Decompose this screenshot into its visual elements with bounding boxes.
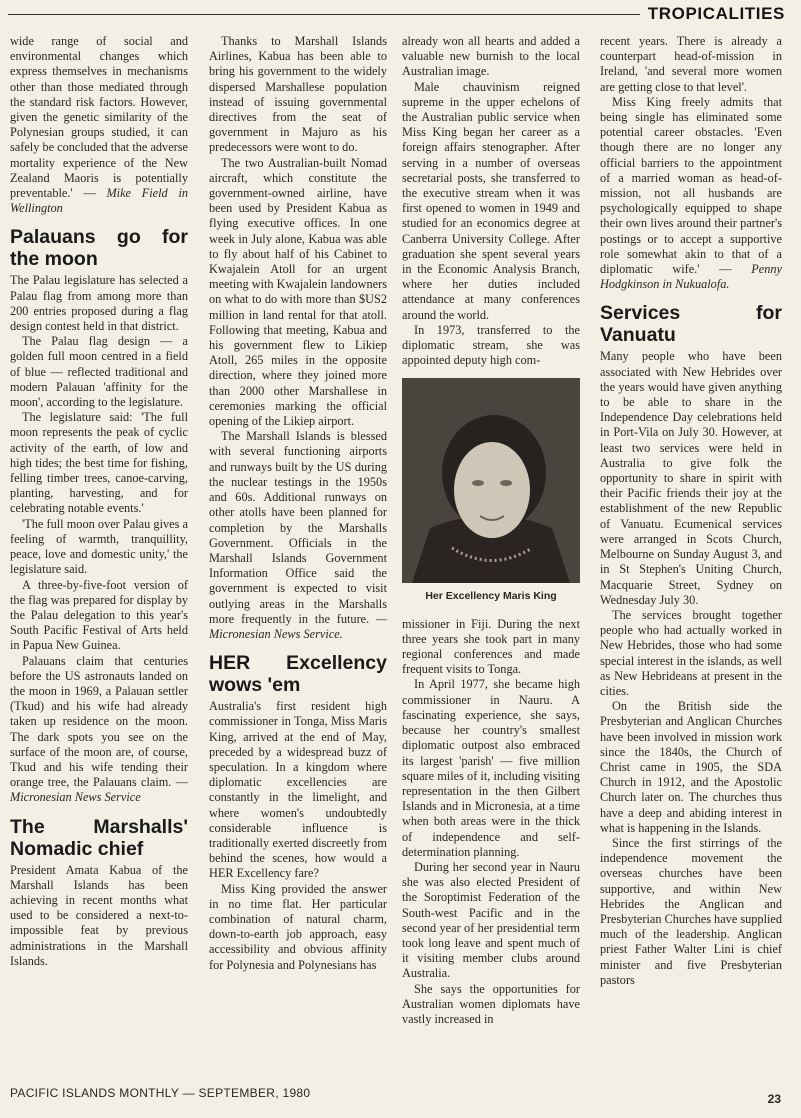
column-4 xyxy=(600,34,782,988)
paragraph: The Palau flag design — a golden full moon centred in a field of blue — reflected traditional and modern Palauan 'affinity for the moon', according to the legislature. xyxy=(10,334,188,410)
paragraph: In 1973, transferred to the diplomatic stream, she was appointed deputy high com- xyxy=(402,322,580,368)
paragraph: missioner in Fiji. During the next three years she took part in many regional conferences and made frequent visits to Tonga. xyxy=(402,616,580,677)
page-number: 23 xyxy=(767,1092,781,1106)
paragraph: During her second year in Nauru she was also elected President of the Soroptimist Federation of the South-west Pacific and in the second year of her presidential term took long leave and spent much of it visiting member clubs around Australia. xyxy=(402,859,580,981)
column-2 xyxy=(209,34,387,973)
paragraph: Palauans claim that centuries before the US astronauts landed on the moon in 1969, a Palauan settler (Tkud) and his wife had already taken up residence on the moon. The dark spots you see on the surface of the moon are, of course, Tkud and his wife tending their orange tree, the Palauans claim. — Micronesian News Service xyxy=(10,653,188,805)
paragraph: recent years. There is already a counterpart head-of-mission in Ireland, 'and several more women are getting close to that level'. xyxy=(600,34,782,94)
paragraph: Many people who have been associated with New Hebrides over the years would have given anything to be able to share in the Independence Day celebrations held in Port-Vila on July 30. However, at least two services were held in Australia to give folk the opportunity to share in spirit with their Pacific friends their joy at the establishment of the new Republic of Vanuatu. Ecumenical services were arranged in Scots Church, Melbourne on Sunday August 3, and in St Stephen's Uniting Church, Macquarie Street, Sydney on Wednesday July 30. xyxy=(600,349,782,607)
section-title: TROPICALITIES xyxy=(647,4,785,23)
paragraph: Miss King freely admits that being single has eliminated some potential career obstacles. 'Even though there are no longer any official barriers to the appointment of a married woman as head-of-mission, not all husbands are psychologically equipped to shape their own lives around their partner's postings or to accept a supportive role somewhat akin to that of a diplomatic wife.' — Penny Hodgkinson in Nukualofa. xyxy=(600,94,782,292)
paragraph: President Amata Kabua of the Marshall Islands has been achieving in recent months what used to be considered a next-to-impossible feat by previous administrations in the Marshall Islands. xyxy=(10,862,188,968)
headline-her-excellency: HER Excellency wows 'em xyxy=(209,652,387,697)
paragraph: The two Australian-built Nomad aircraft, which constitute the government-owned airline, have been used by President Kabua as flying executive offices. In one week in July alone, Kabua was able to fly about half of his Cabinet to Kwajalein Atoll for an urgent meeting with Kwajalein landowners on what to do with more than $US2 million in land rental for that atoll. Following that meeting, Kabua and his government flew to Likiep Atoll, 265 miles in the opposite direction, where they joined more than 2000 other Marshallese in ceremonies marking the official opening of the Likiep airport. xyxy=(209,155,387,429)
paragraph: On the British side the Presbyterian and Anglican Churches have been involved in mission work since the 1840s, the Church of Christ came in 1905, the SDA Church in 1912, and the Apostolic Church later on. The churches thus have a deep and abiding interest in what is happening in the Islands. xyxy=(600,699,782,835)
paragraph: 'The full moon over Palau gives a feeling of warmth, tranquillity, peace, love and domestic unity,' the legislature said. xyxy=(10,516,188,577)
portrait-photo xyxy=(402,378,580,583)
paragraph: The Marshall Islands is blessed with several functioning airports and runways built by the US during the nuclear testings in the 1950s and 60s. Additional runways on other atolls have been planned for completion by the Marshalls Government. Officials in the Marshall Islands Government Information Office said the government is expected to visit outlying areas in the Marshalls more frequently in the future. — Micronesian News Service. xyxy=(209,429,388,641)
photo-caption: Her Excellency Maris King xyxy=(425,590,557,603)
paragraph: A three-by-five-foot version of the flag was prepared for display by the Palau delegation to this year's South Pacific Festival of Arts held in Papua New Guinea. xyxy=(10,577,188,653)
headline-palau: Palauans go for the moon xyxy=(10,226,188,271)
headline-marshalls: The Marshalls' Nomadic chief xyxy=(10,815,188,860)
paragraph: Male chauvinism reigned supreme in the upper echelons of the Australian public service when Miss King began her career as a foreign affairs stenographer. After serving in a number of overseas secretarial posts, she transferred to the executive stream when it was first opened to women in 1949 and studied for an economics degree at Canberra University College. After graduation she spent several years in the Economic Analysis Branch, where her duties included attendance at many conferences around the world. xyxy=(402,79,580,322)
paragraph: The legislature said: 'The full moon represents the peak of cyclic activity of the earth, of low and high tides; the best time for fishing, felling timber trees, canoe-carving, planting, harvesting, and for celebrating notable events.' xyxy=(10,410,188,516)
paragraph: wide range of social and environmental changes which express themselves in mechanisms other than those mediated through the standard risk factors. However, given the genetic similarity of the Polynesian groups studied, it can safely be concluded that the adverse mortality experience of the New Zealand Maoris is potentially preventable.' — Mike Field in Wellington xyxy=(10,34,189,216)
paragraph: The services brought together people who had actually worked in New Hebrides, those who had some special interest in the islands, as well as New Hebrideans at present in the cities. xyxy=(600,607,783,698)
byline: — Micronesian News Service. xyxy=(209,611,388,641)
paragraph: Since the first stirrings of the independence movement the overseas churches have been supportive, and within New Hebrides the Anglican and Presbyterian Churches have supplied much of the leadership. Anglican priest Father Walter Lini is chief minister and five Presbyterian pastors xyxy=(600,835,783,987)
paragraph: Thanks to Marshall Islands Airlines, Kabua has been able to bring his government to the widely dispersed Marshallese population instead of issuing governmental directives from the seat of government in Majuro as his predecessors were wont to do. xyxy=(209,34,387,155)
headline-vanuatu: Services for Vanuatu xyxy=(600,302,782,347)
paragraph: Miss King provided the answer in no time flat. Her particular combination of natural charm, down-to-earth job approach, easy accessibility and obvious affinity for Polynesia and Polynesians has xyxy=(209,881,387,972)
column-3 xyxy=(402,34,580,1027)
paragraph: She says the opportunities for Australian women diplomats have vastly increased in xyxy=(402,981,580,1026)
publication-footer: PACIFIC ISLANDS MONTHLY — SEPTEMBER, 1980 xyxy=(10,1086,311,1100)
paragraph: The Palau legislature has selected a Palau flag from among more than 200 entries proposed during a flag design contest held in that district. xyxy=(10,273,188,334)
byline: Penny Hodgkinson in Nukualofa. xyxy=(600,262,782,292)
byline: Micronesian News Service xyxy=(10,790,141,805)
byline: Mike Field in Wellington xyxy=(10,186,189,216)
column-1 xyxy=(10,34,188,969)
paragraph: Australia's first resident high commissioner in Tonga, Miss Maris King, arrived at the end of May, preceded by a widespread buzz of speculation. In a kingdom where diplomatic excellencies are constantly in the limelight, and where women's undoubtedly considerable influence is traditionally exerted discreetly from behind the scenes, how would a HER Excellency fare? xyxy=(209,699,387,881)
paragraph: In April 1977, she became high commissioner in Nauru. A fascinating experience, she says, because her country's smallest diplomatic outpost also embraced its largest 'parish' — five million square miles of it, including visiting representation in the then Gilbert Islands and in Micronesia, at a time when both areas were in the thick of independence and self-determination planning. xyxy=(402,677,580,859)
paragraph: already won all hearts and added a valuable new burnish to the local Australian image. xyxy=(402,34,580,79)
header-rule xyxy=(8,14,640,15)
